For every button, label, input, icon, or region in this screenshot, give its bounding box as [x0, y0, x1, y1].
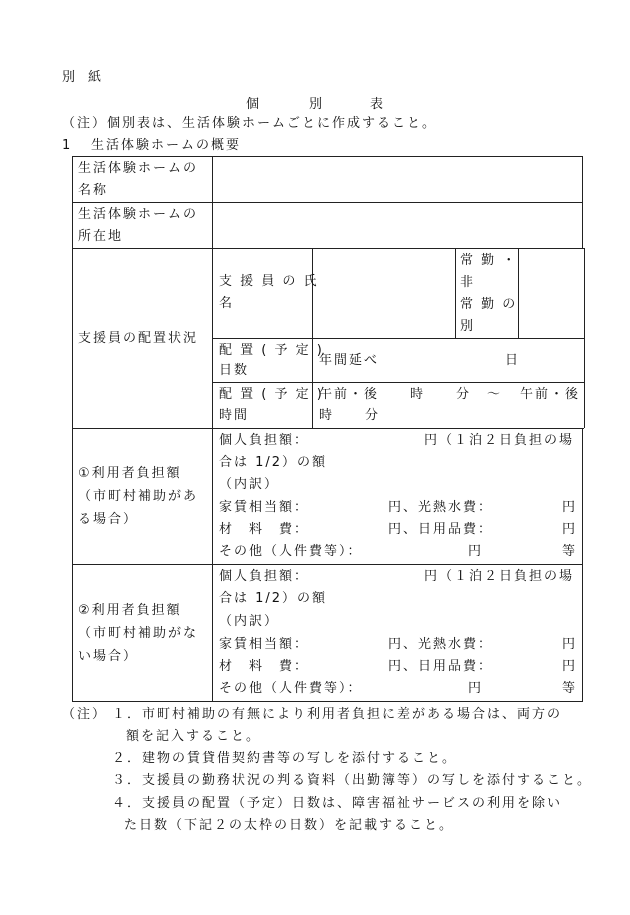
burden1-label-line2: （市町村補助があ: [78, 489, 199, 504]
title-char-3: 表: [370, 97, 384, 112]
placement-days-label-line2: 日数: [219, 363, 250, 378]
title-char-2: 別: [309, 97, 323, 112]
rent-label: 家賃相当額：: [219, 500, 310, 515]
rent-yen-utility-label: 円、光熱水費：: [388, 500, 494, 515]
fulltime-label-line1: 常 勤 ・: [460, 253, 518, 268]
hours-range-tilde: ～: [487, 387, 503, 402]
hours-start-minute: 分: [456, 387, 472, 402]
material-yen-daily-label: 円、日用品費：: [388, 522, 494, 537]
personal-burden-label: 個人負担額：: [219, 433, 310, 448]
rent-label: 家賃相当額：: [219, 637, 310, 652]
half-amount-note: 合は 1/2）の額: [219, 455, 328, 470]
hours-end-ampm: 午前・後: [520, 387, 581, 402]
burden2-label-line1: ②利用者負担額: [78, 603, 182, 618]
other-cost-yen: 円: [468, 544, 484, 559]
fulltime-label-line4: 別: [460, 319, 476, 334]
footnote-1-line2: 額を記入すること。: [126, 729, 262, 744]
material-label: 材 料 費：: [219, 522, 310, 537]
rent-yen-utility-label: 円、光熱水費：: [388, 637, 494, 652]
footnote-4-line1: ４．支援員の配置（予定）日数は、障害福祉サービスの利用を除い: [112, 796, 563, 811]
burden1-label-line1: ①利用者負担額: [78, 466, 182, 481]
material-yen-daily-label: 円、日用品費：: [388, 659, 494, 674]
attachment-label: 別 紙: [62, 70, 102, 85]
home-name-label-line2: 名称: [78, 183, 109, 198]
staff-name-label-line2: 名: [219, 296, 235, 311]
burden2-label-line2: （市町村補助がな: [78, 626, 199, 641]
hours-start-ampm: 午前・後: [319, 387, 380, 402]
other-cost-etc: 等: [562, 681, 578, 696]
section-number: 1: [62, 138, 71, 153]
fulltime-label-line2: 非: [460, 275, 476, 290]
breakdown-label: （内訳）: [219, 614, 280, 629]
fulltime-label-line3: 常 勤 の: [460, 297, 518, 312]
home-address-label-line2: 所在地: [78, 229, 124, 244]
footnote-2: ２．建物の賃貸借契約書等の写しを添付すること。: [112, 751, 458, 766]
personal-burden-label: 個人負担額：: [219, 569, 310, 584]
header-note: （注）個別表は、生活体験ホームごとに作成すること。: [62, 116, 438, 131]
staff-placement-label: 支援員の配置状況: [78, 331, 199, 346]
hours-end-minute: 分: [365, 408, 381, 423]
half-amount-note: 合は 1/2）の額: [219, 591, 328, 606]
footnote-prefix: （注）: [62, 707, 108, 722]
placement-days-label-line1: 配 置 ( 予 定 ): [219, 343, 324, 358]
hours-start-hour: 時: [410, 387, 426, 402]
staff-name-field[interactable]: [314, 250, 453, 336]
other-cost-label: その他（人件費等）：: [219, 681, 363, 696]
home-address-label-line1: 生活体験ホームの: [78, 207, 199, 222]
footnote-4-line2: た日数（下記２の太枠の日数）を記載すること。: [124, 818, 455, 833]
burden2-label-line3: い場合）: [78, 649, 139, 664]
placement-hours-label-line1: 配 置 ( 予 定 ): [219, 387, 324, 402]
other-cost-yen: 円: [468, 681, 484, 696]
footnote-3: ３．支援員の勤務状況の判る資料（出勤簿等）の写しを添付すること。: [112, 773, 593, 788]
home-address-field[interactable]: [214, 204, 580, 246]
breakdown-label: （内訳）: [219, 477, 280, 492]
utility-yen: 円: [562, 500, 578, 515]
other-cost-etc: 等: [562, 544, 578, 559]
home-name-field[interactable]: [214, 158, 580, 200]
daily-goods-yen: 円: [562, 659, 578, 674]
burden1-label-line3: る場合）: [78, 512, 139, 527]
title-char-1: 個: [246, 97, 260, 112]
other-cost-label: その他（人件費等）：: [219, 544, 363, 559]
staff-name-label-line1: 支 援 員 の 氏: [219, 274, 319, 289]
placement-days-value: 年間延べ: [319, 353, 380, 368]
home-name-label-line1: 生活体験ホームの: [78, 161, 199, 176]
daily-goods-yen: 円: [562, 522, 578, 537]
hours-end-hour: 時: [319, 408, 335, 423]
personal-burden-yen: 円（１泊２日負担の場: [424, 433, 575, 448]
utility-yen: 円: [562, 637, 578, 652]
section-title: 生活体験ホームの概要: [91, 138, 242, 153]
placement-days-unit: 日: [505, 353, 521, 368]
footnote-1-line1: １．市町村補助の有無により利用者負担に差がある場合は、両方の: [112, 707, 563, 722]
fulltime-field[interactable]: [520, 250, 582, 336]
placement-hours-label-line2: 時間: [219, 408, 250, 423]
material-label: 材 料 費：: [219, 659, 310, 674]
personal-burden-yen: 円（１泊２日負担の場: [424, 569, 575, 584]
